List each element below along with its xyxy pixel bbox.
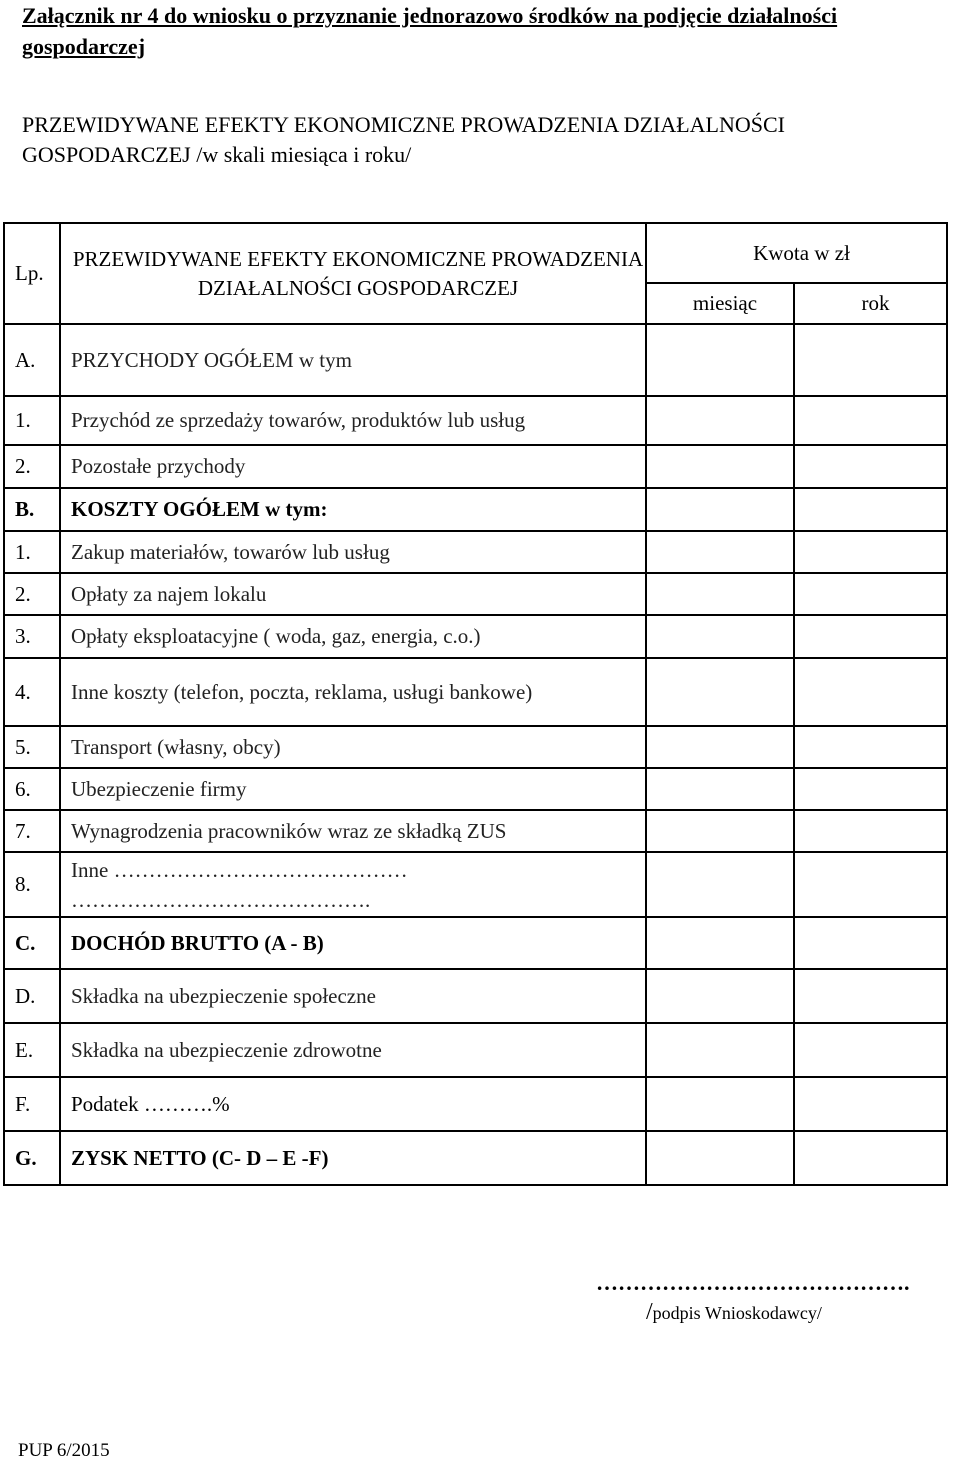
row-lp: 5. [4,726,60,768]
year-value-cell[interactable] [794,658,947,726]
fill-in-dots[interactable]: ……………………………………. [71,887,371,912]
year-value-cell[interactable] [794,324,947,396]
header-description: PRZEWIDYWANE EFEKTY EKONOMICZNE PROWADZENIA DZIAŁALNOŚCI GOSPODARCZEJ [60,223,646,324]
row-label: Składka na ubezpieczenie zdrowotne [60,1023,646,1077]
year-value-cell[interactable] [794,768,947,810]
row-lp: A. [4,324,60,396]
row-lp: B. [4,488,60,531]
row-label-tax [60,1077,646,1131]
table-row [4,1131,947,1185]
year-value-cell[interactable] [794,1077,947,1131]
row-label: PRZYCHODY OGÓŁEM w tym [60,324,646,396]
row-label: Wynagrodzenia pracowników wraz ze składką ZUS [60,810,646,852]
year-value-cell[interactable] [794,917,947,969]
month-value-cell[interactable] [646,726,794,768]
row-lp: 1. [4,396,60,445]
table-row [4,658,947,726]
year-value-cell[interactable] [794,969,947,1023]
year-value-cell[interactable] [794,396,947,445]
month-value-cell[interactable] [646,396,794,445]
table-row [4,852,947,917]
month-value-cell[interactable] [646,573,794,615]
table-header-row [4,223,947,283]
table-row [4,396,947,445]
year-value-cell[interactable] [794,726,947,768]
table-row [4,917,947,969]
table-row [4,726,947,768]
month-value-cell[interactable] [646,615,794,658]
year-value-cell[interactable] [794,445,947,488]
signature-label [646,1299,822,1326]
header-lp: Lp. [4,223,60,324]
year-value-cell[interactable] [794,615,947,658]
month-value-cell[interactable] [646,1077,794,1131]
signature-slash: / [646,1299,653,1325]
row-label: DOCHÓD BRUTTO (A - B) [60,917,646,969]
row-label: Pozostałe przychody [60,445,646,488]
row-lp: 1. [4,531,60,573]
row-label: Transport (własny, obcy) [60,726,646,768]
table-row [4,531,947,573]
attachment-title: Załącznik nr 4 do wniosku o przyznanie jednorazowo środków na podjęcie działalności gospodarczej [22,3,838,59]
table-row [4,573,947,615]
tax-rate-dots[interactable]: ……….% [143,1091,230,1116]
row-lp: 4. [4,658,60,726]
row-label: Składka na ubezpieczenie społeczne [60,969,646,1023]
year-value-cell[interactable] [794,1131,947,1185]
header-amount: Kwota w zł [646,223,947,283]
row-lp: D. [4,969,60,1023]
form-code: PUP 6/2015 [18,1440,110,1461]
row-label: Zakup materiałów, towarów lub usług [60,531,646,573]
table-row [4,615,947,658]
month-value-cell[interactable] [646,969,794,1023]
table-row [4,445,947,488]
row-label: ZYSK NETTO (C- D – E -F) [60,1131,646,1185]
row-label: Opłaty eksploatacyjne ( woda, gaz, energia, c.o.) [60,615,646,658]
fill-in-dots[interactable]: …………………………………… [113,857,408,882]
table-row [4,324,947,396]
row-lp: 2. [4,573,60,615]
row-lp: F. [4,1077,60,1131]
form-heading-main: PRZEWIDYWANE EFEKTY EKONOMICZNE PROWADZENIA DZIAŁALNOŚCI GOSPODARCZEJ [22,112,785,167]
form-heading [22,110,952,170]
table-row [4,768,947,810]
month-value-cell[interactable] [646,1023,794,1077]
row-label-other [60,852,646,917]
header-year: rok [794,283,947,324]
row-label: Przychód ze sprzedaży towarów, produktów lub usług [60,396,646,445]
year-value-cell[interactable] [794,852,947,917]
table-row [4,1077,947,1131]
row-lp: C. [4,917,60,969]
year-value-cell[interactable] [794,531,947,573]
month-value-cell[interactable] [646,768,794,810]
table-row [4,1023,947,1077]
row-lp: 6. [4,768,60,810]
header-month: miesiąc [646,283,794,324]
row-label: Inne [71,857,109,882]
month-value-cell[interactable] [646,324,794,396]
table-row [4,488,947,531]
economic-effects-table [3,222,948,1186]
month-value-cell[interactable] [646,1131,794,1185]
row-lp: 3. [4,615,60,658]
month-value-cell[interactable] [646,917,794,969]
signature-line[interactable]: ……………………………………. [596,1270,910,1295]
row-lp: 7. [4,810,60,852]
table-row [4,810,947,852]
row-label: Opłaty za najem lokalu [60,573,646,615]
year-value-cell[interactable] [794,810,947,852]
row-label: KOSZTY OGÓŁEM w tym: [60,488,646,531]
row-label: Podatek [71,1091,139,1116]
row-label: Inne koszty (telefon, poczta, reklama, usługi bankowe) [60,658,646,726]
table-row [4,969,947,1023]
month-value-cell[interactable] [646,445,794,488]
month-value-cell[interactable] [646,658,794,726]
row-lp: 2. [4,445,60,488]
row-lp: G. [4,1131,60,1185]
form-heading-suffix: /w skali miesiąca i roku/ [196,142,412,167]
month-value-cell[interactable] [646,810,794,852]
year-value-cell[interactable] [794,573,947,615]
signature-text: podpis Wnioskodawcy/ [652,1303,822,1323]
month-value-cell[interactable] [646,852,794,917]
month-value-cell[interactable] [646,531,794,573]
year-value-cell[interactable] [794,1023,947,1077]
row-lp: E. [4,1023,60,1077]
month-value-cell[interactable] [646,488,794,531]
row-lp: 8. [4,852,60,917]
row-label: Ubezpieczenie firmy [60,768,646,810]
year-value-cell[interactable] [794,488,947,531]
